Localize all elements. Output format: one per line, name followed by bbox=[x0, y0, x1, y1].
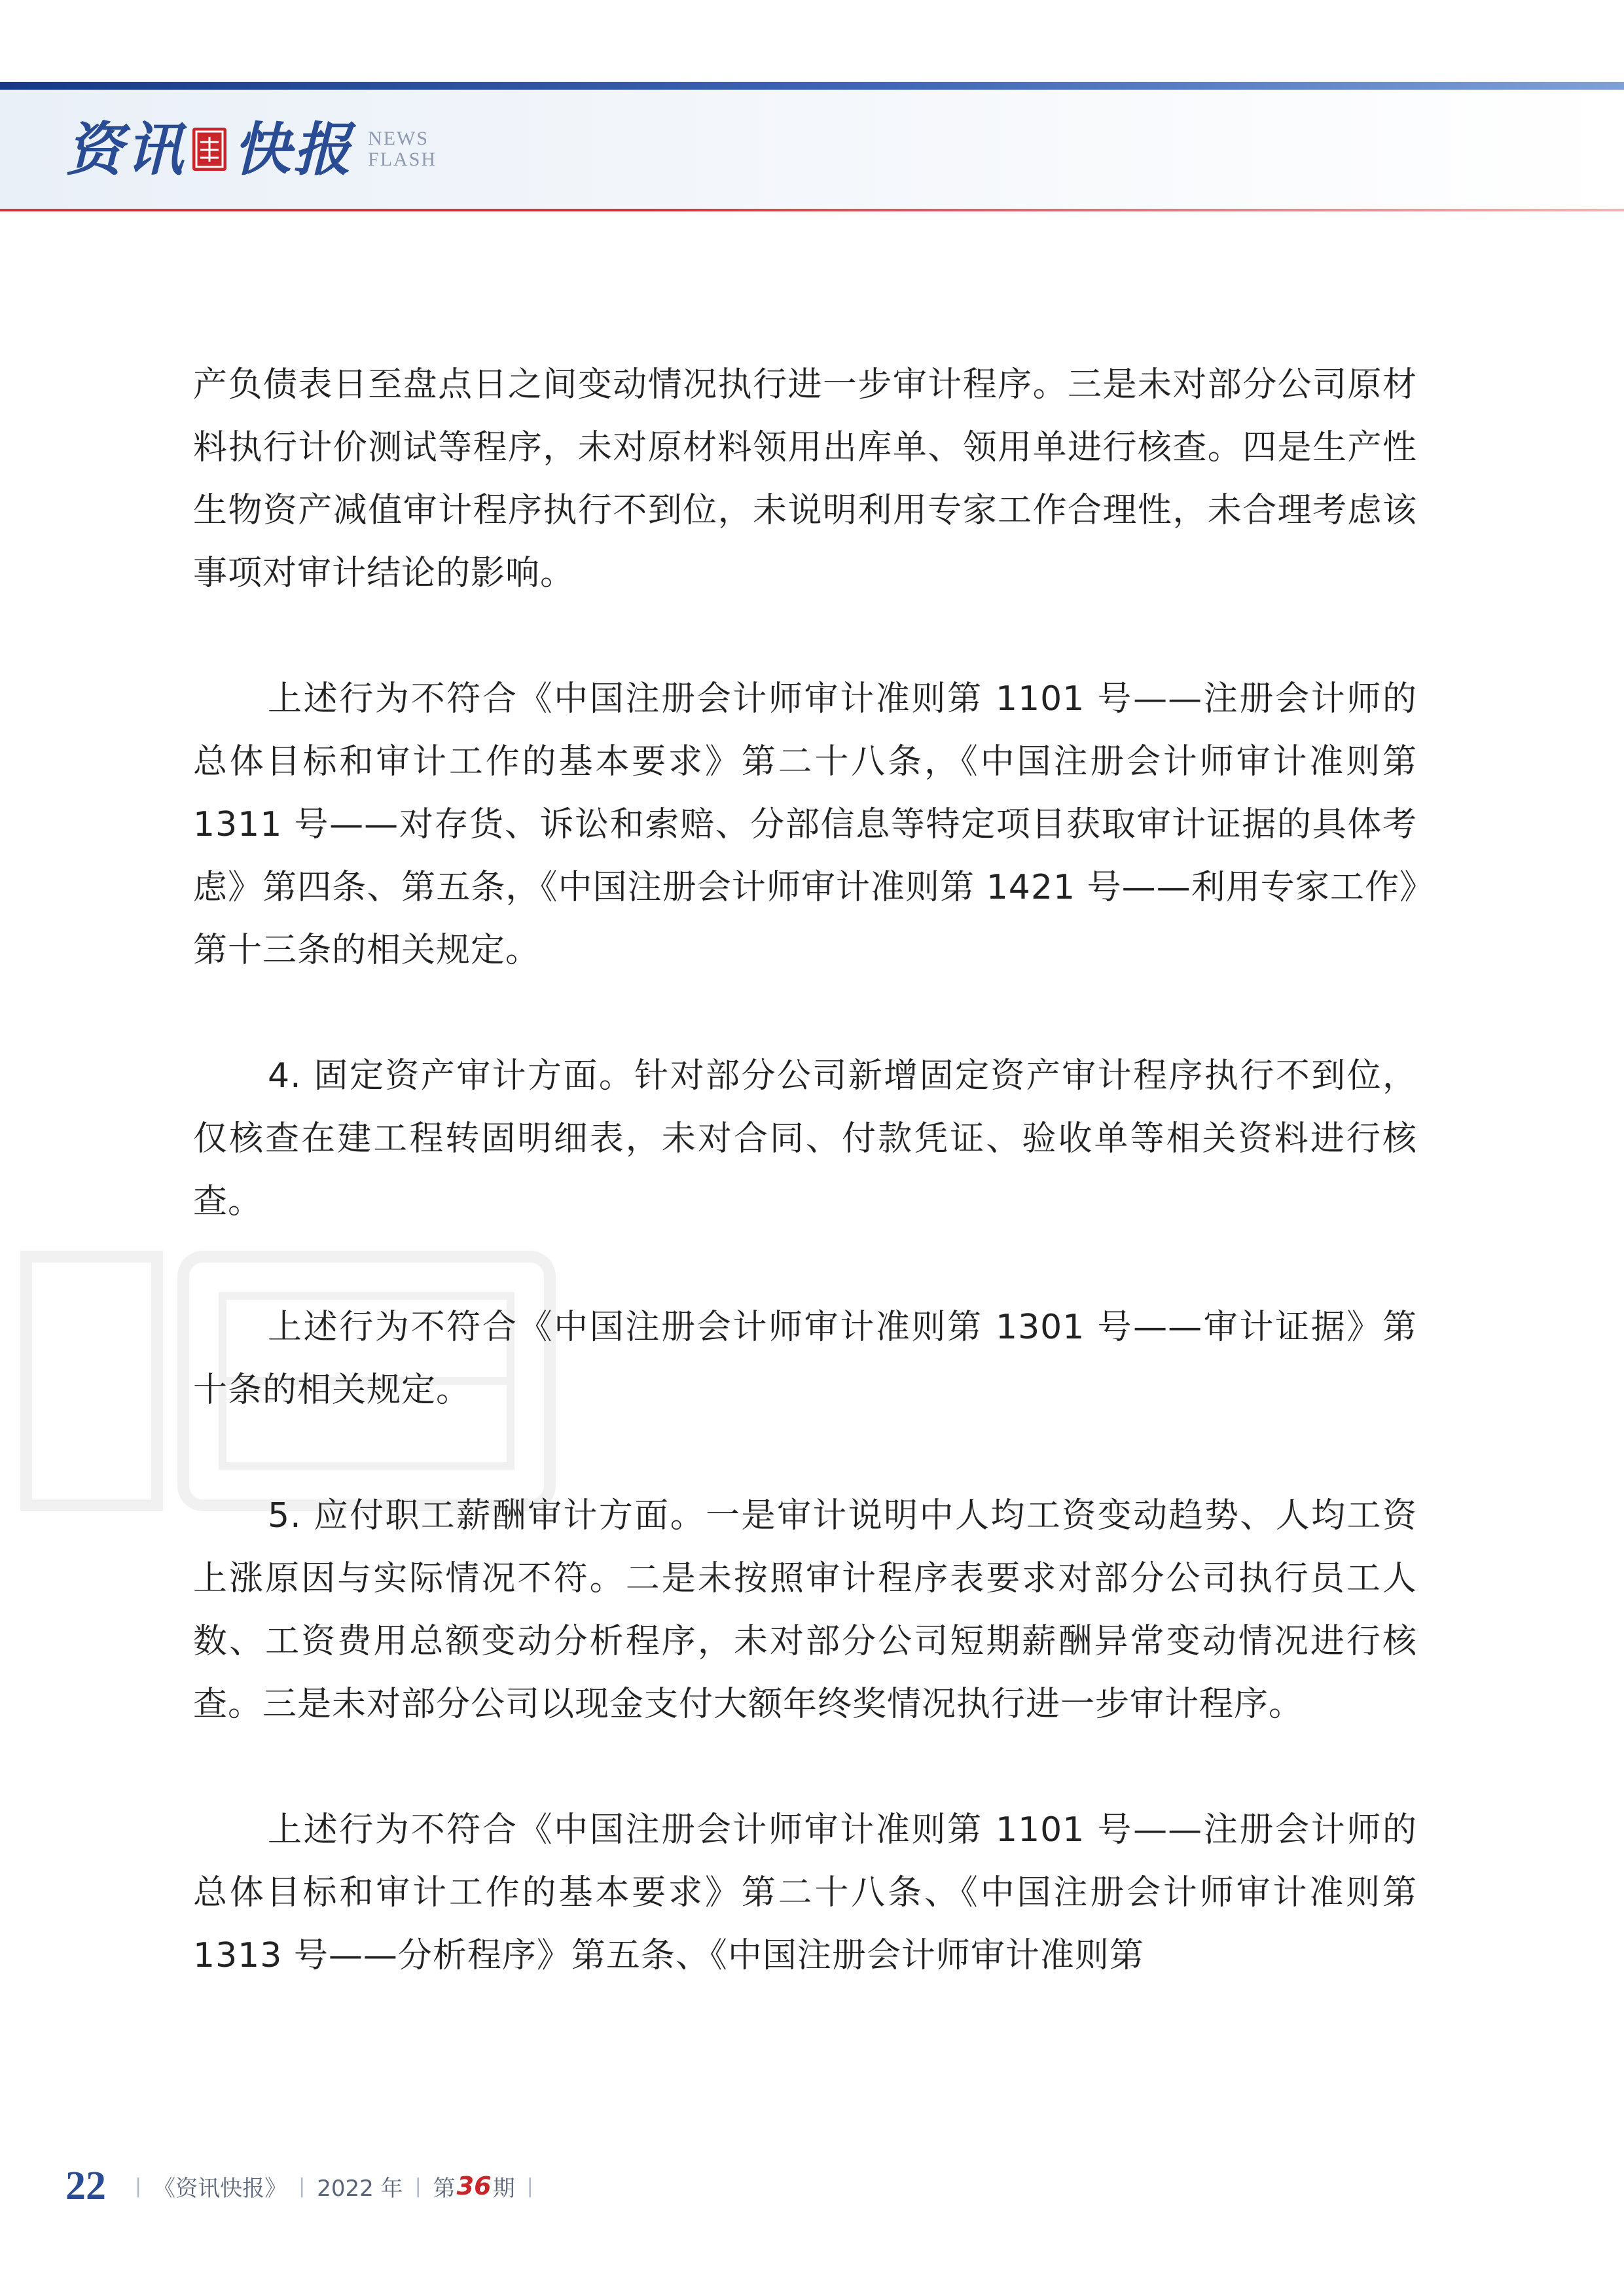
paragraph-regulation-3: 上述行为不符合《中国注册会计师审计准则第 1101 号——注册会计师的总体目标和审计工作的基本要求》第二十八条、《中国注册会计师审计准则第 1313 号——分析程序》第五条、《中国注册会计师审计准则第 bbox=[193, 1810, 1417, 1975]
page-footer bbox=[65, 2160, 545, 2212]
publication-name: 《资讯快报》 bbox=[153, 2175, 287, 2202]
brand-seal-icon bbox=[192, 128, 226, 171]
paragraph-payroll: 5. 应付职工薪酬审计方面。一是审计说明中人均工资变动趋势、人均工资上涨原因与实际情况不符。二是未按照审计程序表要求对部分公司执行员工人数、工资费用总额变动分析程序，未对部分公司短期薪酬异常变动情况进行核查。三是未对部分公司以现金支付大额年终奖情况执行进一步审计程序。 bbox=[193, 1496, 1417, 1724]
paragraph-regulation-2: 上述行为不符合《中国注册会计师审计准则第 1301 号——审计证据》第十条的相关规定。 bbox=[193, 1308, 1417, 1410]
paragraph-fixed-assets: 4. 固定资产审计方面。针对部分公司新增固定资产审计程序执行不到位，仅核查在建工程转固明细表，未对合同、付款凭证、验收单等相关资料进行核查。 bbox=[193, 1056, 1417, 1221]
issue-suffix: 期 bbox=[492, 2175, 515, 2202]
header-bottom-rule bbox=[0, 209, 1624, 211]
page-number: 22 bbox=[65, 2163, 106, 2208]
brand-subtitle bbox=[368, 128, 437, 170]
brand-subtitle-flash: FLASH bbox=[368, 149, 437, 170]
footer-separator: | bbox=[298, 2174, 306, 2198]
footer-separator: | bbox=[135, 2174, 142, 2198]
header-top-rule bbox=[0, 82, 1624, 90]
article-body bbox=[193, 353, 1417, 2050]
issue-number: 36 bbox=[456, 2172, 492, 2200]
issue-prefix: 第 bbox=[433, 2175, 456, 2202]
brand-subtitle-news: NEWS bbox=[368, 128, 429, 149]
publication-year: 2022 年 bbox=[317, 2175, 403, 2202]
brand-title-right: 快报 bbox=[233, 115, 354, 183]
brand-title-left: 资讯 bbox=[65, 115, 187, 183]
footer-separator: | bbox=[526, 2174, 533, 2198]
paragraph-regulation-1: 上述行为不符合《中国注册会计师审计准则第 1101 号——注册会计师的总体目标和审计工作的基本要求》第二十八条，《中国注册会计师审计准则第 1311 号——对存货、诉讼和索赔、分部信息等特定项目获取审计证据的具体考虑》第四条、第五条，《中国注册会计师审计准则第 1421 号——利用专家工作》第十三条的相关规定。 bbox=[193, 679, 1417, 970]
paragraph-continuation: 产负债表日至盘点日之间变动情况执行进一步审计程序。三是未对部分公司原材料执行计价测试等程序，未对原材料领用出库单、领用单进行核查。四是生产性生物资产减值审计程序执行不到位，未说明利用专家工作合理性，未合理考虑该事项对审计结论的影响。 bbox=[193, 365, 1417, 593]
footer-separator: | bbox=[414, 2174, 422, 2198]
brand-logo bbox=[65, 110, 437, 188]
